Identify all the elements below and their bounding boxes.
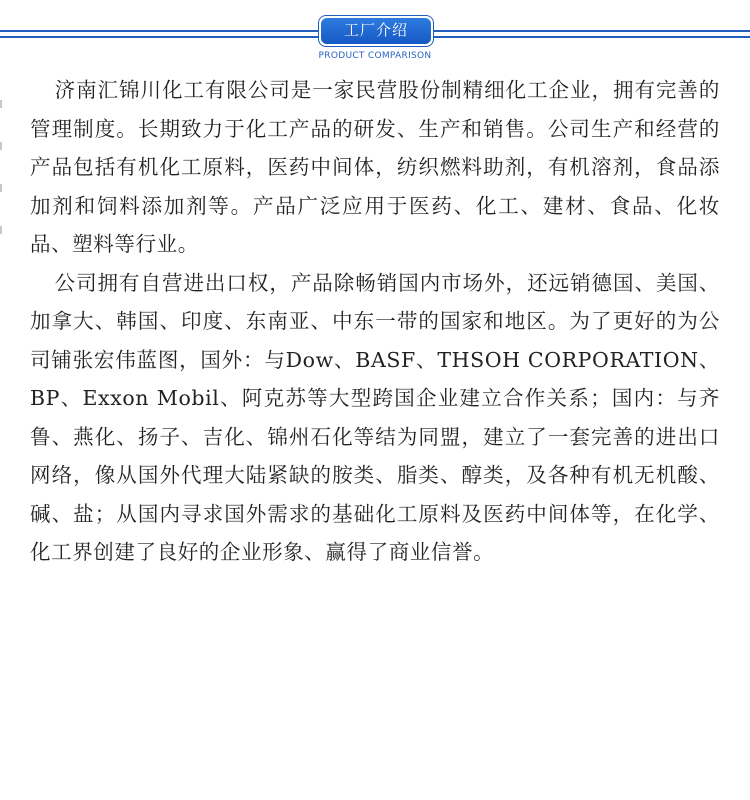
section-header [0, 0, 750, 70]
edge-mark [0, 226, 2, 234]
section-title-badge [318, 15, 434, 47]
section-title: 工厂介绍 [321, 18, 431, 44]
edge-mark [0, 184, 2, 192]
section-subtitle: PRODUCT COMPARISON [318, 51, 432, 61]
left-edge-marks [0, 100, 3, 250]
edge-mark [0, 100, 2, 108]
edge-mark [0, 142, 2, 150]
intro-paragraph-2: 公司拥有自营进出口权，产品除畅销国内市场外，还远销德国、美国、加拿大、韩国、印度、东南亚、中东一带的国家和地区。为了更好的为公司铺张宏伟蓝图，国外：与Dow、BASF、THSOH CORPORATION、BP、Exxon Mobil、阿克苏等大型跨国企业建立合作关系；国内：与齐鲁、燕化、扬子、吉化、锦州石化等结为同盟，建立了一套完善的进出口网络，像从国外代理大陆紧缺的胺类、脂类、醇类，及各种有机无机酸、碱、盐；从国内寻求国外需求的基础化工原料及医药中间体等，在化学、化工界创建了良好的企业形象、赢得了商业信誉。 [30, 270, 720, 564]
intro-paragraph-1: 济南汇锦川化工有限公司是一家民营股份制精细化工企业，拥有完善的管理制度。长期致力于化工产品的研发、生产和销售。公司生产和经营的产品包括有机化工原料，医药中间体，纺织燃料助剂，有机溶剂，食品添加剂和饲料添加剂等。产品广泛应用于医药、化工、建材、食品、化妆品、塑料等行业。 [30, 78, 720, 256]
company-intro-text [30, 71, 720, 572]
